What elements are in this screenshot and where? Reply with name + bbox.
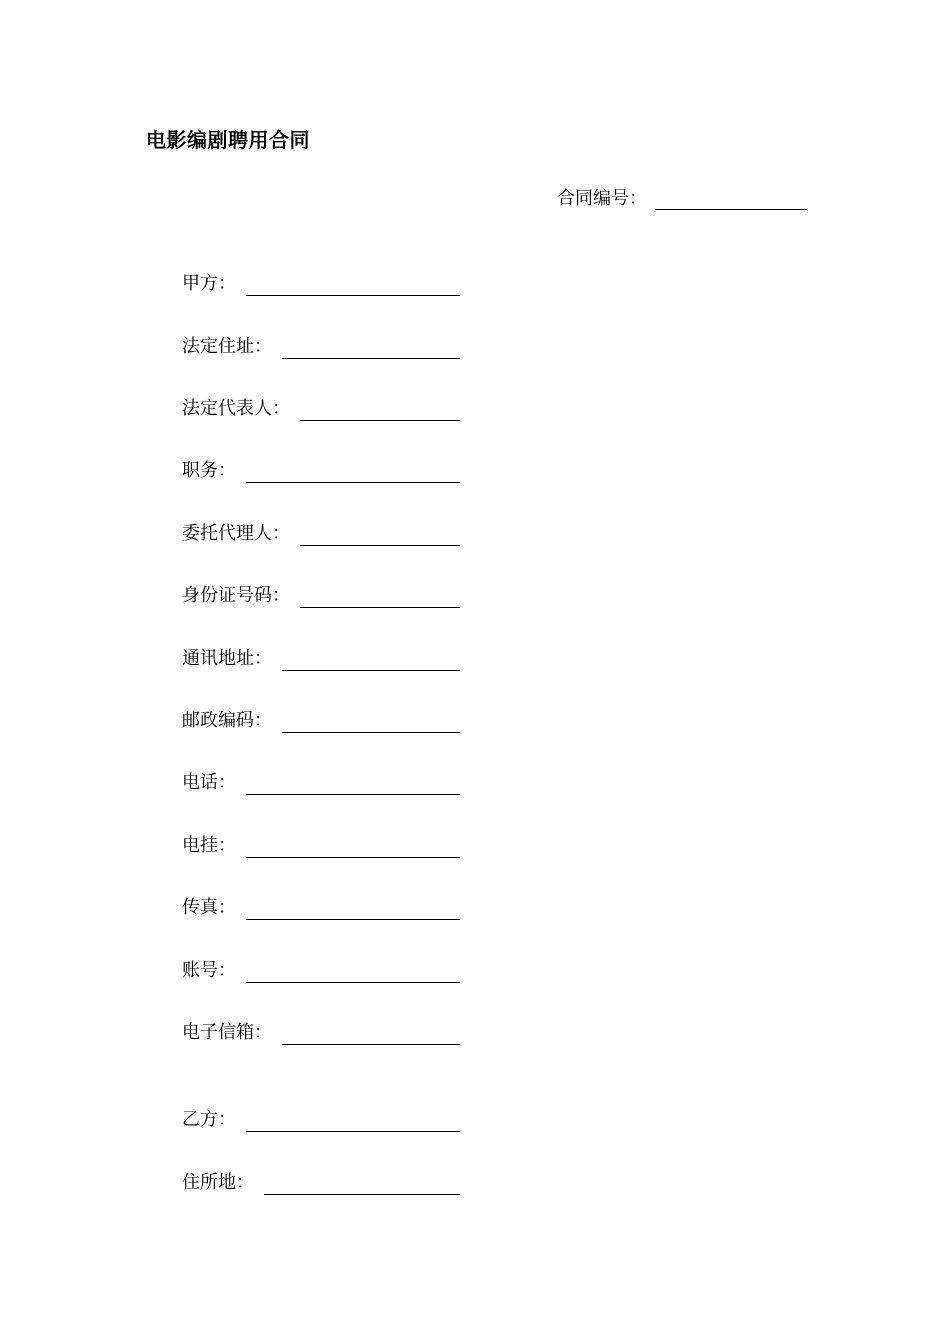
field-fax [182,896,460,920]
field-blank[interactable] [246,462,460,483]
field-label: 甲方： [182,273,236,294]
field-blank[interactable] [300,587,460,608]
field-account [182,959,460,983]
field-postal-code [182,709,460,733]
field-blank[interactable] [282,650,460,671]
contract-number-row [557,184,807,210]
field-blank[interactable] [246,774,460,795]
field-label: 法定代表人： [182,398,290,419]
field-party-b [182,1108,460,1132]
field-blank[interactable] [246,275,460,296]
field-position [182,459,460,483]
field-id-number [182,584,460,608]
field-blank[interactable] [282,1024,460,1045]
field-blank[interactable] [246,837,460,858]
field-mailing-address [182,647,460,671]
field-label: 乙方： [182,1109,236,1130]
field-legal-representative [182,397,460,421]
field-phone [182,771,460,795]
field-label: 住所地： [182,1172,254,1193]
field-label: 账号： [182,960,236,981]
field-legal-address [182,335,460,359]
field-blank[interactable] [282,712,460,733]
field-authorized-agent [182,522,460,546]
field-label: 邮政编码： [182,710,272,731]
field-blank[interactable] [246,899,460,920]
field-email [182,1021,460,1045]
field-telegram [182,834,460,858]
contract-number-label: 合同编号： [557,188,647,209]
field-party-a [182,272,460,296]
field-label: 身份证号码： [182,585,290,606]
contract-number-blank[interactable] [655,189,807,210]
field-label: 电挂： [182,835,236,856]
field-blank[interactable] [264,1174,460,1195]
field-label: 职务： [182,460,236,481]
field-label: 委托代理人： [182,523,290,544]
field-blank[interactable] [282,338,460,359]
document-title: 电影编剧聘用合同 [146,128,310,152]
field-blank[interactable] [246,1111,460,1132]
field-label: 通讯地址： [182,648,272,669]
field-blank[interactable] [300,525,460,546]
field-label: 电子信箱： [182,1022,272,1043]
field-blank[interactable] [300,400,460,421]
field-label: 法定住址： [182,336,272,357]
field-blank[interactable] [246,962,460,983]
field-label: 传真： [182,897,236,918]
field-residence [182,1171,460,1195]
field-label: 电话： [182,772,236,793]
